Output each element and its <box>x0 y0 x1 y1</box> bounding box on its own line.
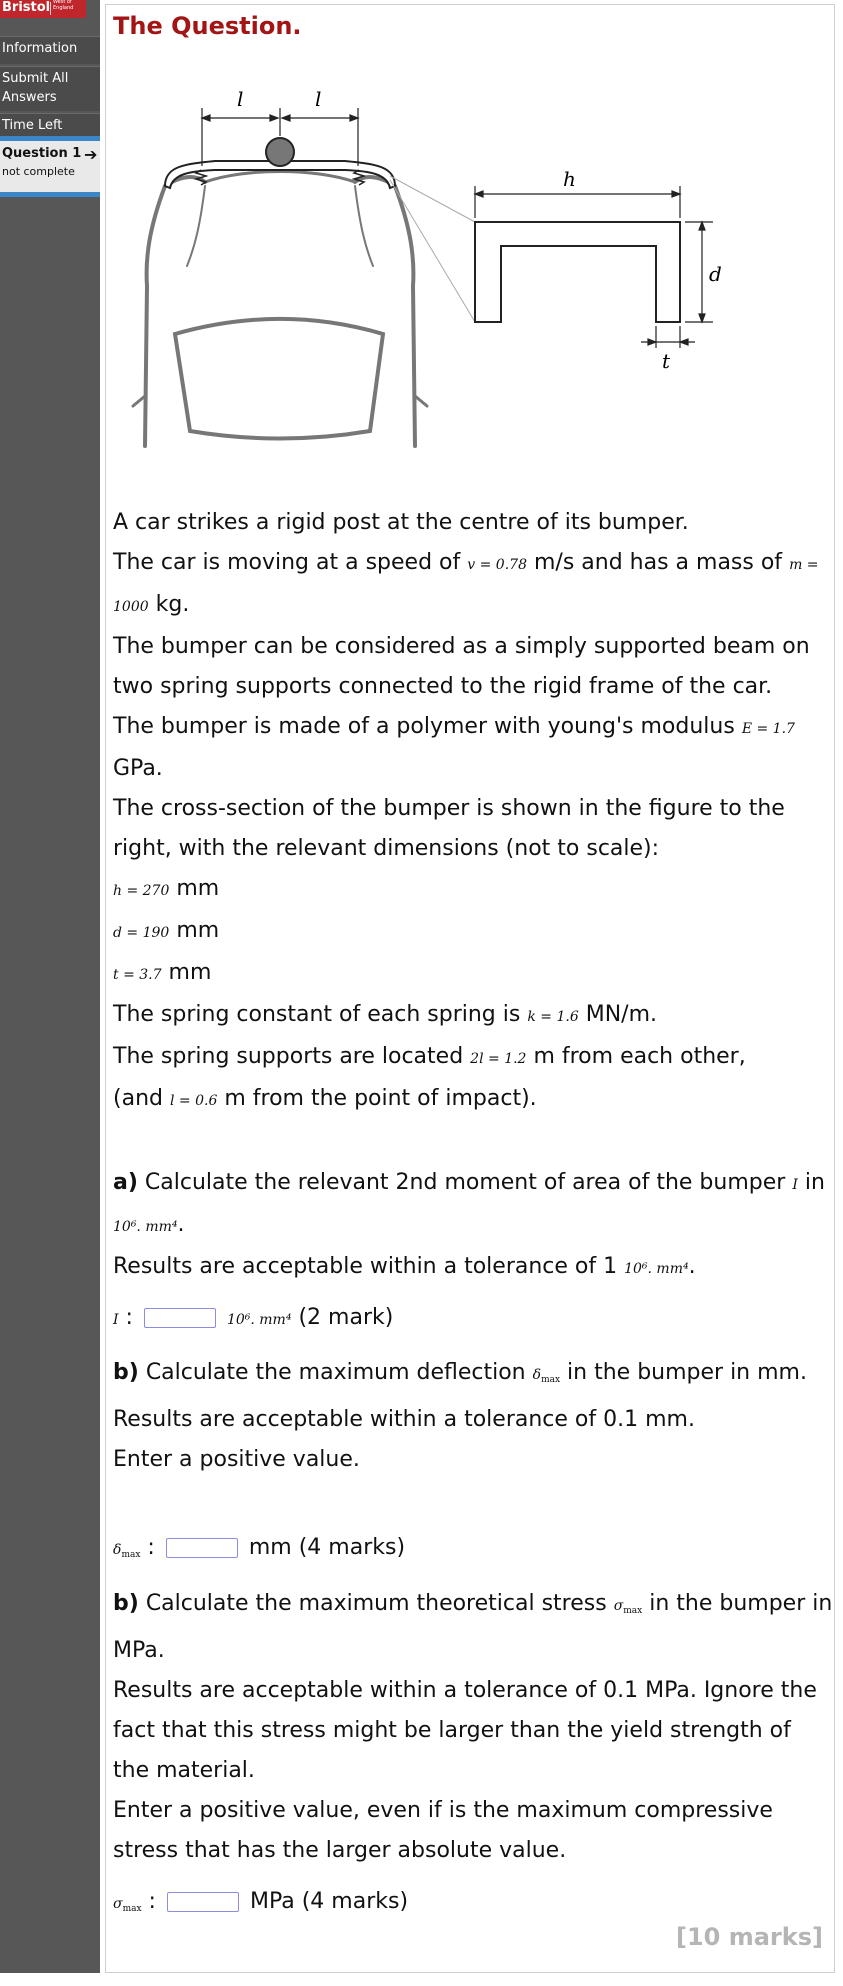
sidebar-item-submit-all[interactable]: Submit All Answers <box>0 66 100 111</box>
part-b-tolerance: Results are acceptable within a tolerance of 0.1 mm. <box>113 1407 695 1432</box>
part-a-in: in <box>804 1170 825 1195</box>
rigid-post <box>266 138 294 166</box>
spacing-unit: m from each other, <box>533 1044 746 1069</box>
delta-answer-symbol: δ <box>113 1542 122 1558</box>
mass-value: m = 1000 <box>113 557 819 615</box>
part-c-tolerance: Results are acceptable within a tolerance of 0.1 MPa. Ignore the fact that this stress might be larger than the yield strength of the material. <box>113 1678 817 1783</box>
part-b-label: b) <box>113 1360 139 1385</box>
delta-symbol: δ <box>532 1367 542 1383</box>
part-c-note: Enter a positive value, even if is the maximum compressive stress that has the larger absolute value. <box>113 1798 773 1863</box>
part-b-answer-unit: mm <box>248 1535 292 1560</box>
part-b-text-2: in the bumper in mm. <box>567 1360 807 1385</box>
dim-h-unit: mm <box>176 876 220 901</box>
part-b-note: Enter a positive value. <box>113 1447 360 1472</box>
label-l-left: l <box>237 87 244 111</box>
spacing-value: 2l = 1.2 <box>470 1051 527 1067</box>
dim-d-unit: mm <box>176 918 220 943</box>
page-title: The Question. <box>113 12 302 40</box>
part-a-tolerance <box>113 1247 833 1289</box>
part-c-label: b) <box>113 1591 139 1616</box>
sentence-impact: A car strikes a rigid post at the centre of its bumper. <box>113 510 689 535</box>
speed-label: The car is moving at a speed of <box>113 550 461 575</box>
part-a-text: Calculate the relevant 2nd moment of area of the bumper <box>144 1170 786 1195</box>
delta-answer-subscript: max <box>121 1550 141 1560</box>
part-a-tol-text: Results are acceptable within a tolerance of 1 <box>113 1254 618 1279</box>
dimension-t <box>113 953 833 995</box>
university-logo[interactable] <box>0 0 86 18</box>
sigma-answer-subscript: max <box>122 1904 142 1914</box>
answer-input-deflection[interactable] <box>166 1538 238 1558</box>
sidebar-item-information[interactable]: Information <box>0 36 100 64</box>
label-h: h <box>563 167 576 191</box>
spacing-label: The spring supports are located <box>113 1044 464 1069</box>
question-label: Question 1 <box>2 146 82 161</box>
part-a <box>113 1163 833 1289</box>
cross-section <box>475 222 680 322</box>
question-highlight-bottom <box>0 192 100 197</box>
part-c-answer-unit: MPa <box>249 1889 295 1914</box>
part-a-answer-unit: 10⁶. mm⁴ <box>226 1312 292 1328</box>
sentence-beam-model: The bumper can be considered as a simply supported beam on two spring supports connected to the rigid frame of the car. <box>113 634 810 699</box>
part-c-answer-row <box>113 1882 833 1929</box>
label-d: d <box>709 262 722 286</box>
spring-unit: MN/m. <box>585 1002 658 1027</box>
sigma-subscript: max <box>623 1606 643 1616</box>
part-b-answer-symbol <box>113 1542 140 1558</box>
sidebar-item-question-1[interactable] <box>0 141 100 192</box>
mass-unit: kg. <box>155 592 190 617</box>
part-a-colon: : <box>125 1305 133 1330</box>
spring-label: The spring constant of each spring is <box>113 1002 521 1027</box>
car-right-outline <box>395 186 415 446</box>
logo-subtext: West of England <box>53 0 74 11</box>
part-a-tol-unit: 10⁶. mm⁴ <box>624 1261 689 1277</box>
part-b-text: Calculate the maximum deflection <box>145 1360 526 1385</box>
dim-d-value: d = 190 <box>113 925 170 941</box>
dimension-h <box>113 869 833 911</box>
modulus-value: E = 1.7 <box>741 721 795 737</box>
bumper-figure <box>125 86 725 458</box>
part-a-unit: 10⁶. mm⁴ <box>113 1219 178 1235</box>
arrow-right-icon: ➔ <box>84 145 98 164</box>
part-c-question <box>113 1584 833 1671</box>
label-l-right: l <box>315 87 322 111</box>
part-c-symbol <box>614 1598 643 1614</box>
problem-text <box>113 503 833 1121</box>
part-c-text: Calculate the maximum theoretical stress <box>145 1591 607 1616</box>
total-marks: [10 marks] <box>676 1923 823 1951</box>
part-b-answer-row <box>113 1528 833 1575</box>
mass-label: m/s and has a mass of <box>533 550 783 575</box>
spring-value: k = 1.6 <box>527 1009 579 1025</box>
dimension-d <box>113 911 833 953</box>
part-a-symbol: I <box>792 1177 798 1193</box>
dim-t-value: t = 3.7 <box>113 967 162 983</box>
part-a-answer-symbol: I <box>113 1312 119 1328</box>
logo-divider <box>50 2 51 15</box>
part-a-marks: (2 mark) <box>298 1305 394 1330</box>
part-a-tol-period: . <box>688 1254 696 1279</box>
sentence-spring-spacing <box>113 1037 833 1079</box>
part-b-colon: : <box>147 1535 155 1560</box>
sentence-impact-distance <box>113 1079 833 1121</box>
answer-input-I[interactable] <box>144 1308 216 1328</box>
part-c-answer-symbol <box>113 1896 142 1912</box>
sigma-answer-symbol: σ <box>113 1896 123 1912</box>
logo-text: Bristol <box>2 0 51 15</box>
distance-unit: m from the point of impact). <box>224 1086 537 1111</box>
distance-open: (and <box>113 1086 163 1111</box>
part-c-marks: (4 marks) <box>301 1889 409 1914</box>
distance-value: l = 0.6 <box>169 1093 218 1109</box>
modulus-unit: GPa. <box>113 756 163 781</box>
part-b-question <box>113 1353 833 1400</box>
part-a-answer-row <box>113 1298 833 1340</box>
sentence-spring-constant <box>113 995 833 1037</box>
part-b-symbol <box>533 1367 560 1383</box>
sentence-speed-mass <box>113 543 833 627</box>
label-t: t <box>662 349 671 373</box>
sentence-cross-section: The cross-section of the bumper is shown in the figure to the right, with the relevant dimensions (not to scale): <box>113 796 785 861</box>
car-left-outline <box>145 186 165 446</box>
sidebar-item-time-left[interactable]: Time Left <box>0 113 100 138</box>
delta-subscript: max <box>541 1375 561 1385</box>
answer-input-stress[interactable] <box>167 1892 239 1912</box>
sidebar <box>0 0 100 1973</box>
part-c-colon: : <box>148 1889 156 1914</box>
windshield <box>175 319 383 439</box>
sentence-modulus <box>113 707 833 789</box>
speed-value: v = 0.78 <box>467 557 527 573</box>
modulus-label: The bumper is made of a polymer with young's modulus <box>113 714 735 739</box>
sigma-symbol: σ <box>613 1598 624 1614</box>
dim-h-value: h = 270 <box>113 883 170 899</box>
question-status: not complete <box>2 165 75 178</box>
part-b-marks: (4 marks) <box>298 1535 406 1560</box>
dim-t-unit: mm <box>168 960 212 985</box>
part-a-label: a) <box>113 1170 138 1195</box>
part-c-text-2: in the bumper in MPa. <box>113 1591 833 1663</box>
part-a-question <box>113 1163 833 1247</box>
part-a-period: . <box>177 1212 185 1237</box>
part-c <box>113 1584 833 1871</box>
part-b <box>113 1353 833 1480</box>
